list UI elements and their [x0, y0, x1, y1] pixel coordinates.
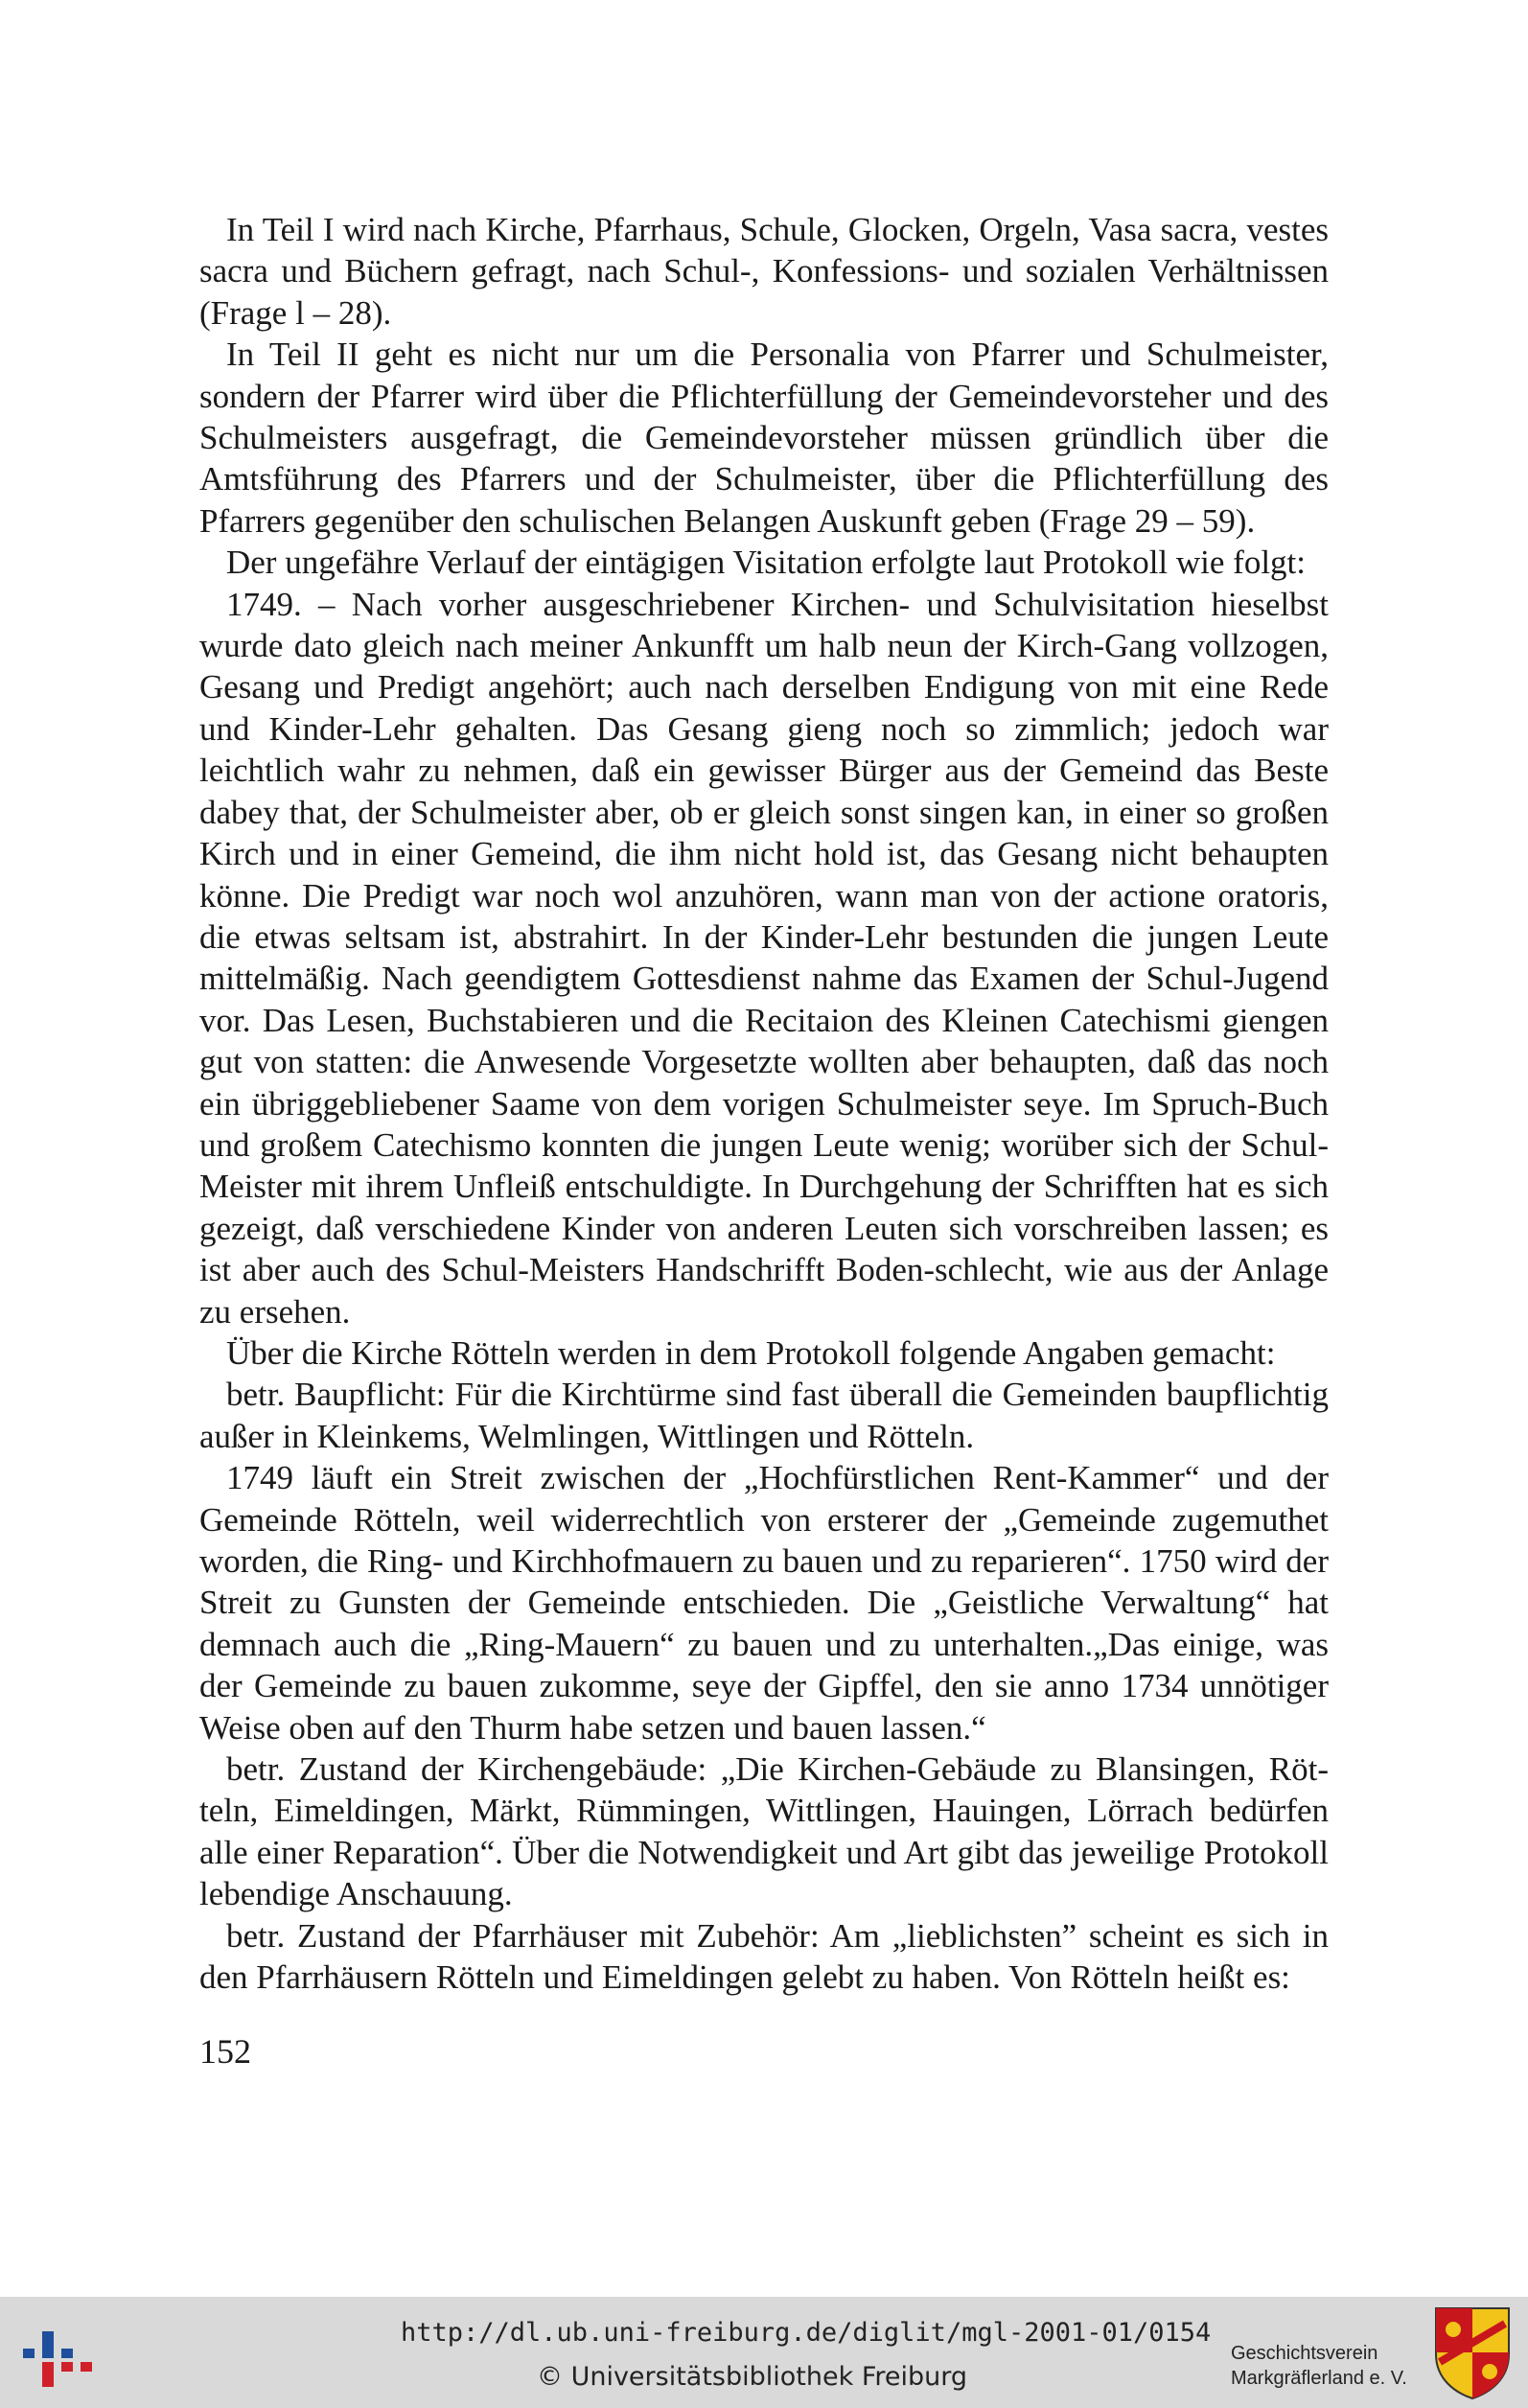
paragraph: betr. Baupflicht: Für die Kirchtürme sind fast überall die Gemeinden baupflichtig außer in Kleinkems, Welmlingen, Wittlingen und Rötteln. [199, 1376, 1329, 1455]
page-number: 152 [199, 2032, 251, 2071]
paragraph: 1749 läuft ein Streit zwischen der „Hochfürstlichen Rent-Kammer“ und der Gemeinde Rötteln, weil widerrechtlich von ersterer der „Gemeinde zugemuthet worden, die Ring- und Kirchhofmauern zu bauen und zu reparieren“. 1750 wird der Streit zu Gunsten der Gemeinde entschieden. Die „Geistliche Verwaltung“ hat demnach auch die „Ring-Mauern“ zu bauen und zu unterhalten.„Das einige, was der Gemeinde zu bauen zukomme, seye der Gipffel, den sie anno 1734 unnötiger Weise oben auf den Thurm habe setzen und bauen lassen.“ [199, 1459, 1329, 1747]
organization-name-line: Markgräflerland e. V. [1231, 2368, 1407, 2389]
copyright-text: © Universitätsbibliothek Freiburg [537, 2362, 968, 2392]
footer-bar [0, 2297, 1528, 2408]
paragraph: Der ungefähre Verlauf der eintägigen Visitation erfolgte laut Protokoll wie folgt: [226, 544, 1306, 582]
paragraph: betr. Zustand der Pfarrhäuser mit Zubehör: Am „lieblichsten” scheint es sich in den Pfarrhäusern Rötteln und Eimeldingen gelebt zu haben. Von Rötteln heißt es: [199, 1916, 1329, 1997]
paragraph: Über die Kirche Rötteln werden in dem Protokoll folgende Angaben gemacht: [226, 1333, 1276, 1372]
document-link[interactable]: http://dl.ub.uni-freiburg.de/diglit/mgl-2001-01/0154 [401, 2318, 1212, 2348]
paragraph: betr. Zustand der Kirchengebäude: „Die Kirchen-Gebäude zu Blansingen, Rötteln, Eimeldingen, Märkt, Rümmingen, Wittlingen, Hauingen, Lörrach bedürfen alle einer Reparation“. Über die Notwendigkeit und Art gibt das jeweilige Protokoll lebendige Anschauung. [199, 1750, 1329, 1913]
paragraph: In Teil I wird nach Kirche, Pfarrhaus, Schule, Glocken, Orgeln, Vasa sacra, vestes sacra und Büchern gefragt, nach Schul-, Konfessions- und sozialen Verhältnissen (Frage l – 28). [199, 211, 1329, 332]
page-body [199, 209, 1329, 1998]
coat-of-arms-icon [1432, 2304, 1513, 2400]
paragraph: In Teil II geht es nicht nur um die Personalia von Pfarrer und Schulmeister, sondern der Pfarrer wird über die Pflichterfüllung der Gemeindevorsteher und des Schulmeisters ausgefragt, die Gemeindevorsteher müssen gründlich über die Amtsführung des Pfarrers und der Schulmeister, über die Pflichterfüllung des Pfarrers gegenüber den schulischen Belangen Auskunft geben (Frage 29 – 59). [199, 336, 1329, 540]
paragraph: 1749. – Nach vorher ausgeschriebener Kirchen- und Schulvisitation hieselbst wurde dato gleich nach meiner Ankunfft um halb neun der Kirch-Gang vollzogen, Gesang und Predigt angehört; auch nach derselben Endigung von mit eine Rede und Kinder-Lehr gehalten. Das Gesang gieng noch so zimmlich; jedoch war leichtlich wahr zu nehmen, daß ein gewisser Bürger aus der Gemeind das Beste dabey that, der Schulmeister aber, ob er gleich sonst singen kan, in einer so großen Kirch und in einer Gemeind, die ihm nicht hold ist, das Gesang nicht behaupten könne. Die Predigt war noch wol anzuhören, wann man von der actione oratoris, die etwas seltsam ist, abstrahirt. In der Kinder-Lehr bestunden die jungen Leute mittelmäßig. Nach geendigtem Gottesdienst nahme das Examen der Schul-Jugend vor. Das Lesen, Buchstabieren und die Recitaion des Kleinen Catechismi giengen gut von statten: die Anwesende Vorgesetzte wollten aber behaupten, daß das noch ein übriggebliebener Saame von dem vorigen Schulmeister seye. Im Spruch-Buch und großem Catechismo konnten die jungen Leute wenig; worüber sich der Schul-Meister mit ihrem Unfleiß entschuldigte. In Durchgehung der Schrifften hat es sich gezeigt, daß verschiedene Kinder von anderen Leuten sich vorschreiben lassen; es ist aber auch des Schul-Meisters Handschrifft Boden-schlecht, wie aus der Anlage zu ersehen. [199, 585, 1329, 1331]
organization-name [1231, 2341, 1407, 2391]
ub-freiburg-logo-icon [17, 2314, 104, 2391]
organization-name-line: Geschichtsverein [1231, 2343, 1378, 2364]
